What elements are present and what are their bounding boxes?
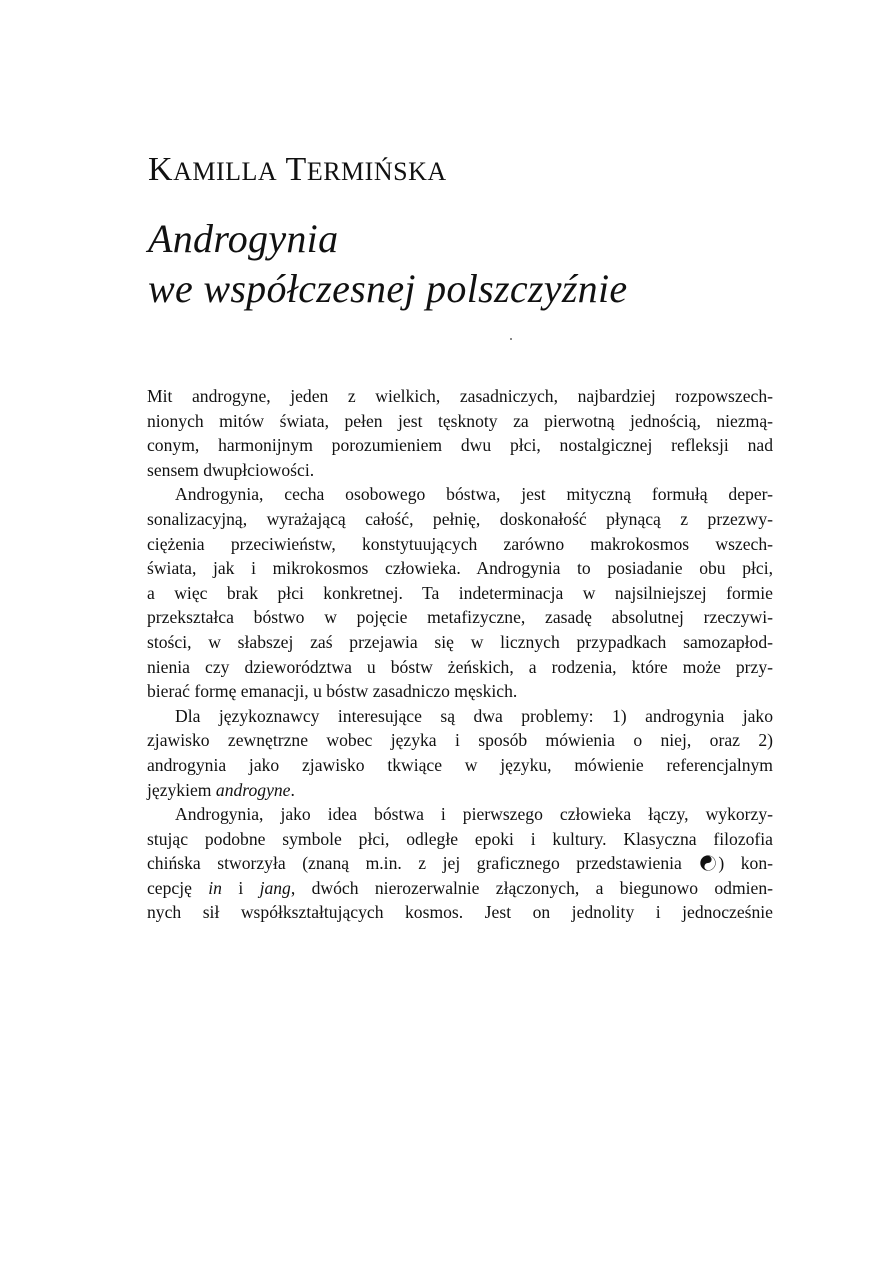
text-fragment: i (221, 877, 260, 898)
yin-yang-icon (700, 855, 716, 871)
text-line: Mit androgyne, jeden z wielkich, zasadniczych, najbardziej rozpowszech- (147, 386, 773, 406)
italic-term: androgyne (215, 779, 291, 800)
print-speck (510, 338, 512, 340)
text-line: Androgynia, cecha osobowego bóstwa, jest mityczną formułą deper- (175, 484, 773, 505)
text-line: conym, harmonijnym porozumieniem dwu płci, nostalgicznej refleksji nad (147, 435, 773, 456)
text-line: nych sił współkształtujących kosmos. Jest on jednolity i jednocześnie (147, 902, 773, 923)
italic-term: in (208, 877, 222, 898)
text-line: przekształca bóstwo w pojęcie metafizyczne, zasadę absolutnej rzeczywi- (147, 607, 773, 628)
text-line: sensem dwupłciowości. (147, 459, 315, 480)
text-fragment: ) kon- (718, 853, 773, 874)
text-line: androgynia jako zjawisko tkwiące w języku, mówienie referencjalnym (147, 754, 773, 775)
title-line-2: we współczesnej polszczyźnie (148, 266, 628, 311)
text-line: świata, jak i mikrokosmos człowieka. Androgynia to posiadanie obu płci, (147, 558, 773, 579)
title-line-1: Androgynia (148, 216, 339, 261)
paragraph-2 (147, 482, 773, 703)
text-line: nienia czy dzieworództwa u bóstw żeńskich, a rodzenia, które może przy- (147, 656, 773, 677)
text-line (147, 851, 773, 876)
article-body (147, 384, 773, 925)
text-line: bierać formę emanacji, u bóstw zasadniczo męskich. (147, 681, 518, 702)
text-line: sonalizacyjną, wyrażającą całość, pełnię, doskonałość płynącą z przezwy- (147, 508, 773, 529)
text-line: Dla językoznawcy interesujące są dwa problemy: 1) androgynia jako (175, 705, 773, 726)
text-line: stości, w słabszej zaś przejawia się w licznych przypadkach samozapłod- (147, 631, 773, 652)
text-fragment: językiem (147, 779, 216, 800)
text-line: ciężenia przeciwieństw, konstytuujących zarówno makrokosmos wszech- (147, 533, 773, 554)
text-fragment: . (290, 779, 295, 800)
author-name (148, 150, 447, 192)
text-line (147, 876, 773, 901)
text-line: Androgynia, jako idea bóstwa i pierwszego człowieka łączy, wykorzy- (175, 804, 773, 825)
author-last-initial: T (285, 151, 307, 188)
text-line: nionych mitów świata, pełen jest tęsknoty za pierwotną jednością, niezmą- (147, 410, 773, 431)
text-fragment: cepcję (147, 877, 209, 898)
text-fragment: , dwóch nierozerwalnie złączonych, a biegunowo odmien- (290, 877, 773, 898)
text-line: stując podobne symbole płci, odległe epoki i kultury. Klasyczna filozofia (147, 828, 773, 849)
text-line: a więc brak płci konkretnej. Ta indeterminacja w najsilniejszej formie (147, 582, 773, 603)
paragraph-3 (147, 704, 773, 802)
author-first-rest: AMILLA (173, 157, 278, 186)
article-title (148, 214, 627, 314)
italic-term: jang (259, 877, 291, 898)
text-fragment: chińska stworzyła (znaną m.in. z jej graficznego przedstawienia (147, 853, 682, 874)
paragraph-1 (147, 384, 773, 482)
paragraph-4 (147, 802, 773, 925)
author-last-rest: ERMIŃSKA (306, 157, 447, 186)
text-line (147, 778, 773, 803)
author-first-initial: K (148, 151, 174, 188)
text-line: zjawisko zewnętrzne wobec języka i sposób mówienia o niej, oraz 2) (147, 730, 773, 751)
